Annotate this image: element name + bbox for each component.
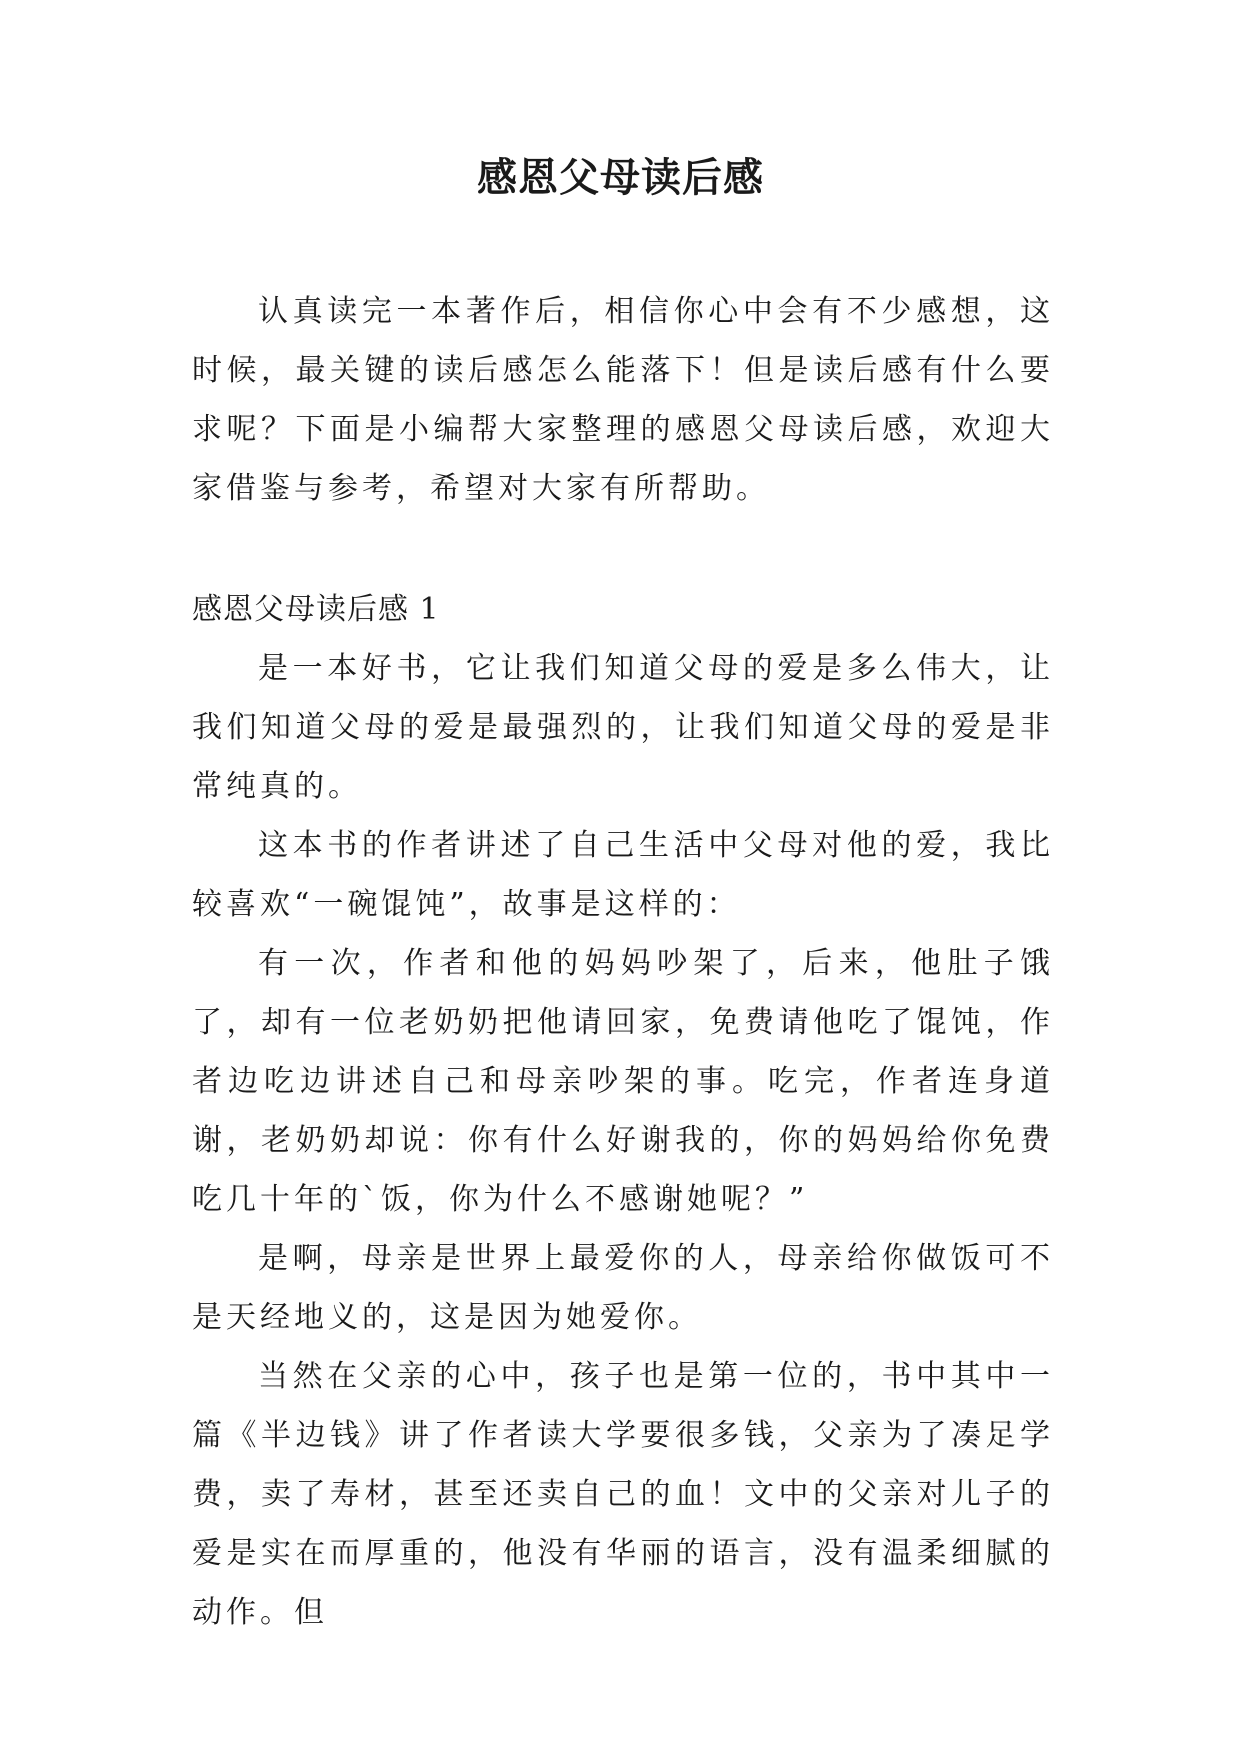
document-body: [192, 282, 1054, 1642]
paragraph-spacer: [192, 518, 1054, 580]
intro-paragraph: 认真读完一本著作后，相信你心中会有不少感想，这时候，最关键的读后感怎么能落下！但是读后感有什么要求呢？下面是小编帮大家整理的感恩父母读后感，欢迎大家借鉴与参考，希望对大家有所帮助。: [192, 294, 1054, 506]
body-paragraph-5: 当然在父亲的心中，孩子也是第一位的，书中其中一篇《半边钱》讲了作者读大学要很多钱，父亲为了凑足学费，卖了寿材，甚至还卖自己的血！文中的父亲对儿子的爱是实在而厚重的，他没有华丽的语言，没有温柔细腻的动作。但: [192, 1359, 1054, 1630]
section-heading: 感恩父母读后感 1: [192, 592, 440, 627]
body-paragraph-1: 是一本好书，它让我们知道父母的爱是多么伟大，让我们知道父母的爱是最强烈的，让我们知道父母的爱是非常纯真的。: [192, 651, 1054, 804]
body-paragraph-3: 有一次，作者和他的妈妈吵架了，后来，他肚子饿了，却有一位老奶奶把他请回家，免费请他吃了馄饨，作者边吃边讲述自己和母亲吵架的事。吃完，作者连身道谢，老奶奶却说：你有什么好谢我的，你的妈妈给你免费吃几十年的`饭，你为什么不感谢她呢？”: [192, 946, 1054, 1217]
body-paragraph-4: 是啊，母亲是世界上最爱你的人，母亲给你做饭可不是天经地义的，这是因为她爱你。: [192, 1241, 1054, 1335]
document-title: 感恩父母读后感: [477, 155, 764, 201]
body-paragraph-2: 这本书的作者讲述了自己生活中父母对他的爱，我比较喜欢“一碗馄饨”，故事是这样的：: [192, 828, 1054, 922]
